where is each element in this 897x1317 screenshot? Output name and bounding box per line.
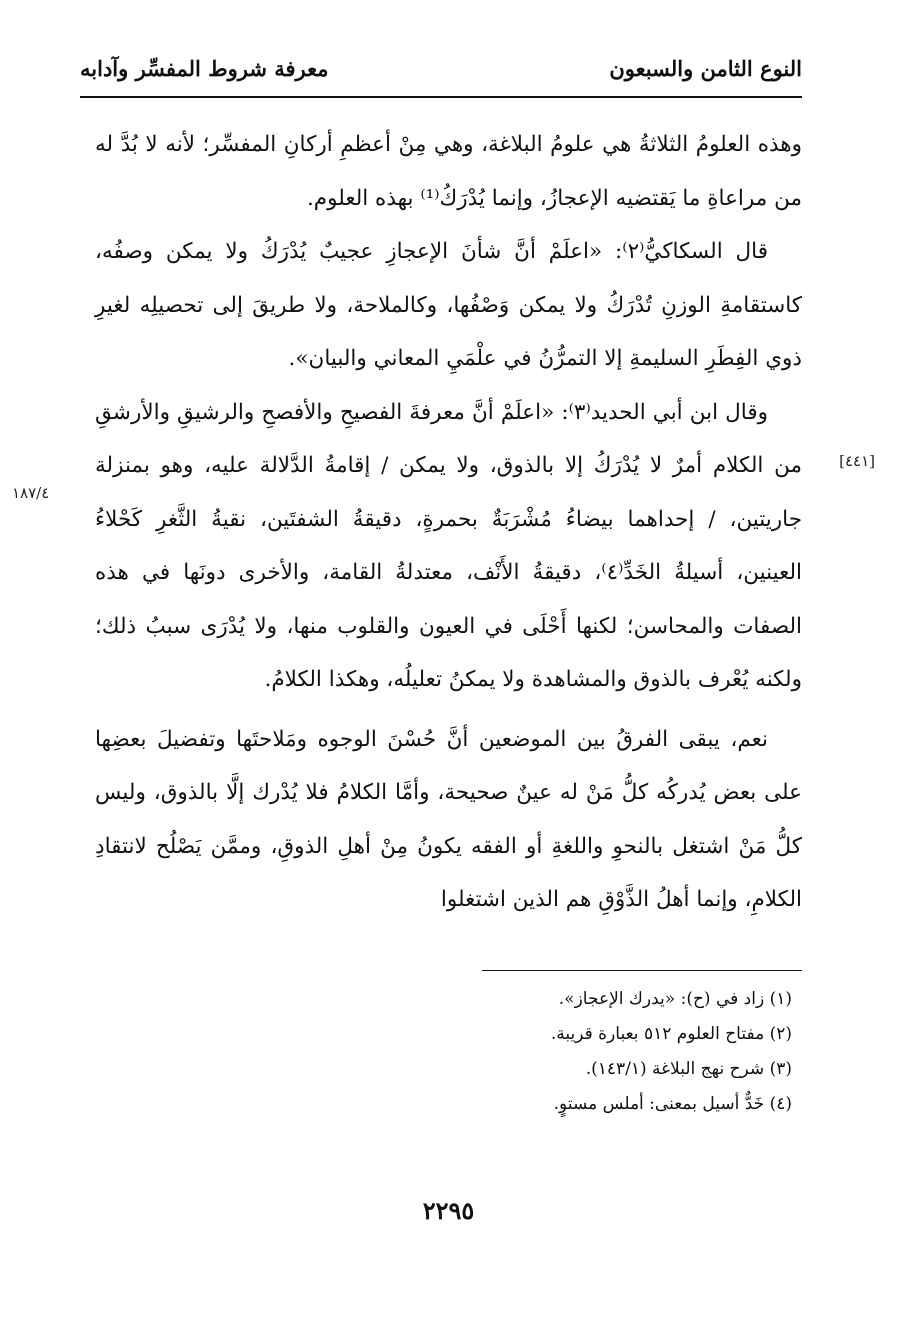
footnote-1: (١) زاد في (ح): «يدرك الإعجاز».	[558, 989, 792, 1009]
paragraph-4: نعم، يبقى الفرقُ بين الموضعين أنَّ حُسْنَ الوجوه ومَلاحتَها وتفضيلَ بعضِها على بعض يُدركُه كلُّ مَنْ له عينٌ صحيحة، وأمَّا الكلامُ فلا يُدْرك إلَّا بالذوق، وليس كلُّ مَنْ اشتغل بالنحوِ واللغةِ أو الفقه يكونُ مِنْ أهلِ الذوقِ، وممَّن يَصْلُح لانتقادِ الكلامِ، وإنما أهلُ الذَّوْقِ هم الذين اشتغلوا	[95, 726, 802, 912]
chapter-title: النوع الثامن والسبعون	[609, 55, 802, 81]
main-text	[95, 118, 802, 927]
footnote-divider	[482, 970, 802, 971]
page-number: ٢٢٩٥	[422, 1196, 475, 1225]
topic-title: معرفة شروط المفسِّر وآدابه	[80, 55, 329, 81]
footnote-2: (٢) مفتاح العلوم ٥١٢ بعبارة قريبة.	[550, 1024, 792, 1044]
footnote-4: (٤) خَدٌّ أسيل بمعنى: أملس مستوٍ.	[553, 1094, 792, 1114]
edition-reference-note: ١٨٧/٤	[12, 484, 50, 502]
header-divider	[80, 96, 802, 98]
running-header	[80, 48, 802, 88]
manuscript-folio-note: [٤٤١]	[839, 452, 875, 470]
footnotes	[300, 982, 792, 1122]
paragraph-2: قال السكاكيُّ⁽٢⁾: «اعلَمْ أنَّ شأنَ الإعجازِ عجيبٌ يُدْرَكُ ولا يمكن وصفُه، كاستقامةِ الوزنِ تُدْرَكُ ولا يمكن وَصْفُها، وكالملاحة، ولا طريقَ إلى تحصيلِه لغيرِ ذوي الفِطَرِ السليمةِ إلا التمرُّنُ في علْمَيِ المعاني والبيان».	[95, 239, 802, 371]
footnote-3: (٣) شرح نهج البلاغة (١٤٣/١).	[585, 1059, 792, 1079]
paragraph-1: وهذه العلومُ الثلاثةُ هي علومُ البلاغة، وهي مِنْ أعظمِ أركانِ المفسِّر؛ لأنه لا بُدَّ له من مراعاةِ ما يَقتضيه الإعجازُ، وإنما يُدْرَكُ⁽¹⁾ بهذه العلوم.	[95, 132, 802, 211]
paragraph-3: وقال ابن أبي الحديد⁽٣⁾: «اعلَمْ أنَّ معرفةَ الفصيحِ والأفصحِ والرشيقِ والأرشقِ من الكلام أمرٌ لا يُدْرَكُ إلا بالذوق، ولا يمكن / إقامةُ الدَّلالة عليه، وهو بمنزلة جاريتين، / إحداهما بيضاءُ مُشْرَبَةٌ بحمرةٍ، دقيقةُ الشفتَين، نقيةُ الثَّغرِ كَحْلاءُ العينين، أسيلةُ الخَدِّ⁽٤⁾، دقيقةُ الأَنْف، معتدلةُ القامة، والأخرى دونَها في هذه الصفات والمحاسن؛ لكنها أَحْلَى في العيون والقلوب منها، ولا يُدْرَى سببُ ذلك؛ ولكنه يُعْرف بالذوق والمشاهدة ولا يمكنُ تعليلُه، وهكذا الكلامُ.	[95, 399, 802, 692]
